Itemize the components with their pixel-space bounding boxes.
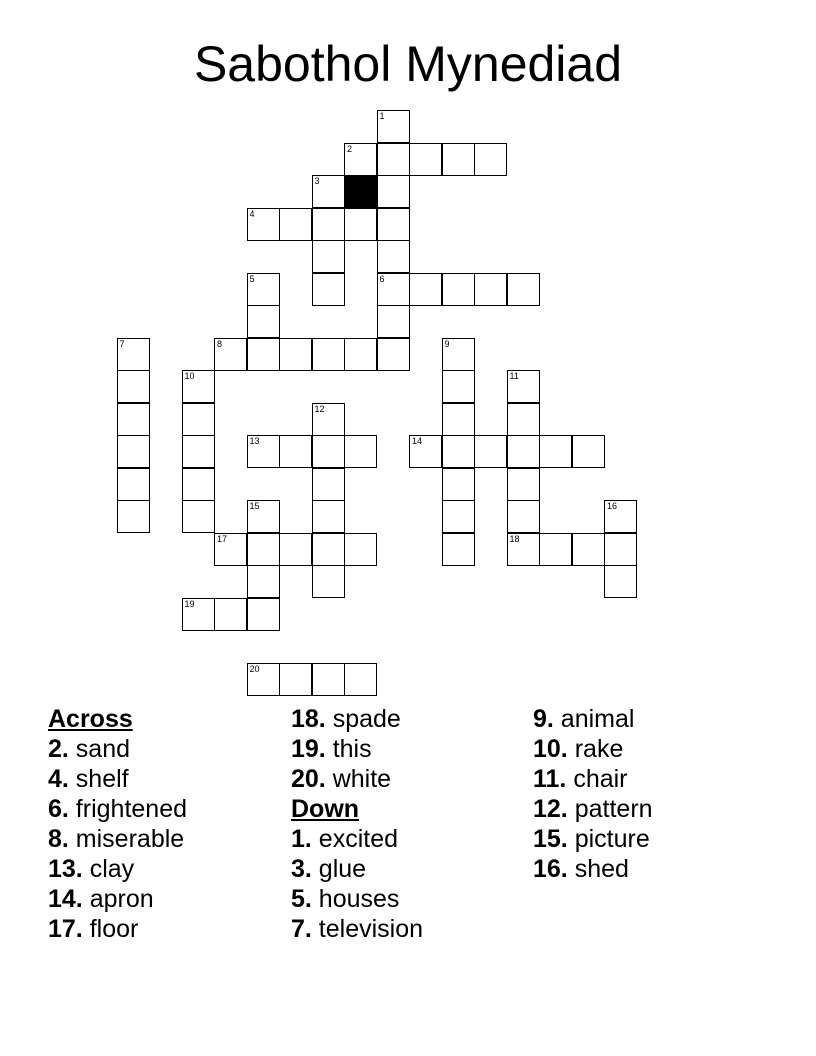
clue-text: frightened xyxy=(68,795,187,823)
grid-cell[interactable] xyxy=(117,500,150,533)
grid-cell[interactable] xyxy=(442,338,475,371)
clue-text: excited xyxy=(311,825,399,853)
clue-number: 14. xyxy=(48,885,83,913)
clue-number: 3 xyxy=(314,176,320,186)
grid-cell[interactable] xyxy=(344,533,377,566)
grid-cell[interactable] xyxy=(344,208,377,241)
grid-cell[interactable] xyxy=(377,208,410,241)
grid-cell[interactable] xyxy=(279,208,312,241)
grid-cell[interactable] xyxy=(604,533,637,566)
clue-column-1 xyxy=(48,704,187,944)
clue-number: 7. xyxy=(291,915,312,943)
clue-item xyxy=(48,824,187,854)
grid-cell[interactable] xyxy=(442,468,475,501)
grid-cell[interactable] xyxy=(344,435,377,468)
grid-cell[interactable] xyxy=(442,435,475,468)
clue-number: 8 xyxy=(217,338,223,349)
grid-cell[interactable] xyxy=(117,370,150,403)
grid-cell[interactable] xyxy=(117,435,150,468)
grid-cell[interactable] xyxy=(312,435,345,468)
clue-text: chair xyxy=(566,765,628,793)
clue-number: 13. xyxy=(48,855,83,883)
grid-cell[interactable] xyxy=(507,500,540,533)
clue-text: white xyxy=(325,765,392,793)
clue-number: 3. xyxy=(291,855,312,883)
grid-cell[interactable] xyxy=(409,435,442,468)
clue-item xyxy=(533,734,653,764)
clue-text: animal xyxy=(553,705,635,733)
grid-cell[interactable] xyxy=(442,403,475,436)
clue-number: 10 xyxy=(184,371,195,381)
grid-cell[interactable] xyxy=(474,273,507,306)
clue-item xyxy=(48,914,187,944)
clue-item xyxy=(291,734,423,764)
clue-number: 1 xyxy=(379,111,385,121)
clue-number: 5 xyxy=(249,273,255,284)
clue-item xyxy=(291,704,423,734)
clue-number: 2. xyxy=(48,735,69,763)
grid-cell[interactable] xyxy=(182,435,215,468)
clue-number: 18 xyxy=(509,533,520,544)
grid-cell[interactable] xyxy=(377,175,410,208)
grid-cell[interactable] xyxy=(442,143,475,176)
grid-cell[interactable] xyxy=(572,435,605,468)
grid-cell[interactable] xyxy=(247,663,280,696)
clue-number: 15 xyxy=(249,501,260,511)
grid-cell[interactable] xyxy=(377,305,410,338)
grid-cell[interactable] xyxy=(247,533,280,566)
clue-text: spade xyxy=(325,705,401,733)
grid-cell[interactable] xyxy=(182,403,215,436)
grid-cell[interactable] xyxy=(279,435,312,468)
grid-cell[interactable] xyxy=(182,500,215,533)
grid-cell[interactable] xyxy=(247,435,280,468)
clue-text: pattern xyxy=(567,795,653,823)
clue-text: sand xyxy=(68,735,131,763)
clue-text: shed xyxy=(567,855,629,883)
grid-cell[interactable] xyxy=(507,533,540,566)
clue-number: 20. xyxy=(291,765,326,793)
grid-cell[interactable] xyxy=(442,533,475,566)
grid-cell[interactable] xyxy=(247,305,280,338)
clue-number: 6. xyxy=(48,795,69,823)
clue-number: 13 xyxy=(249,436,260,446)
clue-text: picture xyxy=(567,825,650,853)
grid-cell[interactable] xyxy=(247,208,280,241)
grid-cell[interactable] xyxy=(312,208,345,241)
grid-cell[interactable] xyxy=(247,598,280,631)
clue-item xyxy=(291,884,423,914)
grid-cell[interactable] xyxy=(344,338,377,371)
clue-text: floor xyxy=(82,915,139,943)
clue-item xyxy=(291,824,423,854)
clue-text: miserable xyxy=(68,825,185,853)
grid-cell[interactable] xyxy=(279,663,312,696)
grid-cell[interactable] xyxy=(312,468,345,501)
clue-number: 14 xyxy=(412,436,423,446)
grid-cell[interactable] xyxy=(312,500,345,533)
clue-item xyxy=(533,824,653,854)
grid-cell[interactable] xyxy=(507,403,540,436)
clue-text: shelf xyxy=(68,765,129,793)
grid-cell[interactable] xyxy=(377,338,410,371)
clue-text: this xyxy=(325,735,372,763)
clue-number: 8. xyxy=(48,825,69,853)
clue-number: 17. xyxy=(48,915,83,943)
grid-cell[interactable] xyxy=(247,500,280,533)
clue-number: 4. xyxy=(48,765,69,793)
grid-cell[interactable] xyxy=(507,468,540,501)
grid-cell[interactable] xyxy=(312,273,345,306)
clue-item xyxy=(291,854,423,884)
clue-number: 9 xyxy=(444,338,450,349)
clue-number: 6 xyxy=(379,273,385,284)
clue-item xyxy=(48,854,187,884)
clue-number: 5. xyxy=(291,885,312,913)
grid-cell[interactable] xyxy=(604,500,637,533)
grid-cell[interactable] xyxy=(539,435,572,468)
grid-cell[interactable] xyxy=(214,598,247,631)
grid-cell[interactable] xyxy=(117,468,150,501)
clue-text: television xyxy=(311,915,424,943)
clue-column-3 xyxy=(533,704,653,884)
clue-number: 2 xyxy=(347,143,353,154)
clue-number: 19 xyxy=(184,598,195,609)
grid-cell[interactable] xyxy=(507,273,540,306)
grid-cell[interactable] xyxy=(214,533,247,566)
grid-cell[interactable] xyxy=(507,435,540,468)
clue-number: 19. xyxy=(291,735,326,763)
grid-cell[interactable] xyxy=(377,143,410,176)
grid-cell[interactable] xyxy=(312,240,345,273)
grid-cell[interactable] xyxy=(214,338,247,371)
grid-cell[interactable] xyxy=(409,273,442,306)
clue-text: clay xyxy=(82,855,135,883)
clue-item xyxy=(48,764,187,794)
black-square xyxy=(344,175,377,208)
clue-number: 16. xyxy=(533,855,568,883)
grid-cell[interactable] xyxy=(474,143,507,176)
grid-cell[interactable] xyxy=(312,403,345,436)
clue-item xyxy=(291,914,423,944)
grid-cell[interactable] xyxy=(182,598,215,631)
clue-number: 15. xyxy=(533,825,568,853)
clue-item xyxy=(48,794,187,824)
clue-number: 20 xyxy=(249,663,260,674)
grid-cell[interactable] xyxy=(409,143,442,176)
clue-number: 11 xyxy=(509,371,519,381)
grid-cell[interactable] xyxy=(604,565,637,598)
clue-number: 17 xyxy=(217,533,228,544)
grid-cell[interactable] xyxy=(247,565,280,598)
grid-cell[interactable] xyxy=(442,500,475,533)
clue-item xyxy=(533,764,653,794)
clue-number: 7 xyxy=(119,338,125,349)
grid-cell[interactable] xyxy=(312,533,345,566)
grid-cell[interactable] xyxy=(344,143,377,176)
grid-cell[interactable] xyxy=(247,338,280,371)
grid-cell[interactable] xyxy=(344,663,377,696)
grid-cell[interactable] xyxy=(507,370,540,403)
clue-item xyxy=(48,884,187,914)
clue-number: 4 xyxy=(249,208,255,219)
grid-cell[interactable] xyxy=(312,565,345,598)
clue-number: 10. xyxy=(533,735,568,763)
grid-cell[interactable] xyxy=(377,240,410,273)
grid-cell[interactable] xyxy=(312,175,345,208)
grid-cell[interactable] xyxy=(377,273,410,306)
clue-text: glue xyxy=(311,855,367,883)
section-heading: Down xyxy=(291,795,360,823)
grid-cell[interactable] xyxy=(572,533,605,566)
clue-text: rake xyxy=(567,735,624,763)
grid-cell[interactable] xyxy=(279,338,312,371)
clue-number: 12 xyxy=(314,403,325,414)
grid-cell[interactable] xyxy=(377,110,410,143)
clue-number: 1. xyxy=(291,825,312,853)
grid-cell[interactable] xyxy=(182,370,215,403)
clue-number: 18. xyxy=(291,705,326,733)
grid-cell[interactable] xyxy=(117,338,150,371)
clue-number: 11. xyxy=(533,765,567,793)
clue-text: apron xyxy=(82,885,154,913)
grid-cell[interactable] xyxy=(312,663,345,696)
grid-cell[interactable] xyxy=(539,533,572,566)
grid-cell[interactable] xyxy=(442,273,475,306)
clue-item xyxy=(48,734,187,764)
grid-cell[interactable] xyxy=(312,338,345,371)
grid-cell[interactable] xyxy=(474,435,507,468)
grid-cell[interactable] xyxy=(247,273,280,306)
grid-cell[interactable] xyxy=(442,370,475,403)
clue-column-2 xyxy=(291,704,423,944)
clue-item xyxy=(533,794,653,824)
clue-number: 12. xyxy=(533,795,568,823)
clue-text: houses xyxy=(311,885,400,913)
section-heading: Across xyxy=(48,705,133,733)
clue-item xyxy=(291,764,423,794)
page-title: Sabothol Mynediad xyxy=(193,36,623,92)
clue-number: 9. xyxy=(533,705,554,733)
clue-item xyxy=(533,854,653,884)
grid-cell[interactable] xyxy=(279,533,312,566)
grid-cell[interactable] xyxy=(117,403,150,436)
clue-number: 16 xyxy=(607,501,618,511)
grid-cell[interactable] xyxy=(182,468,215,501)
clue-item xyxy=(533,704,653,734)
